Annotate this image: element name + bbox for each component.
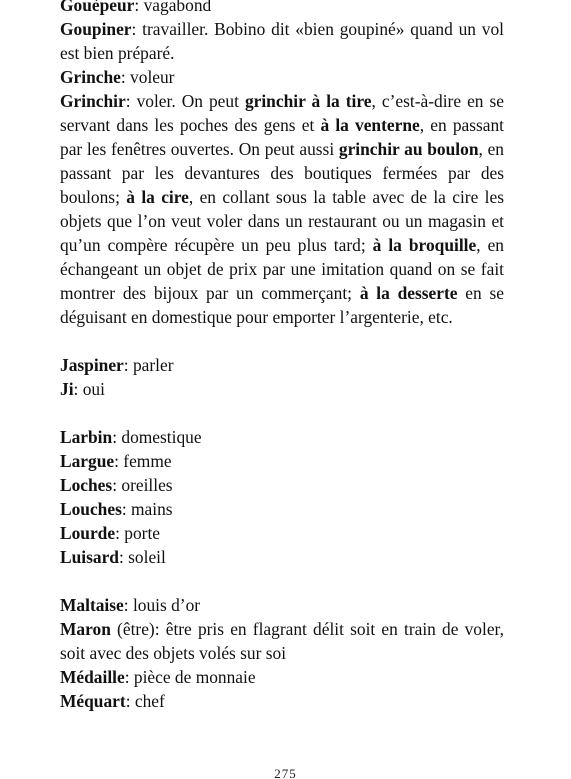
term-qualifier: (être) [110, 619, 155, 639]
term-separator: : [114, 451, 124, 471]
glossary-definition: femme [123, 451, 172, 471]
term-separator: : [118, 547, 129, 567]
glossary-term: Lourde [60, 523, 116, 543]
sub-term: grinchir à la tire [244, 91, 372, 111]
glossary-definition: mains [131, 499, 173, 519]
glossary-term: Goupiner [60, 19, 132, 39]
glossary-term: Maltaise [60, 595, 124, 615]
definition-text: en se déguisant en domestique pour emporter l’argenterie, etc. [60, 283, 504, 327]
definition-text: , c’est-à-dire en se servant dans les poches des gens et [60, 91, 504, 135]
glossary-definition: porte [124, 523, 160, 543]
term-separator: : [121, 499, 132, 519]
definition-text: , en passant par les fenêtres ouvertes. On peut aussi [60, 115, 505, 159]
glossary-definition: voleur [130, 67, 175, 87]
glossary-text [60, 0, 504, 713]
glossary-definition: vagabond [143, 0, 212, 15]
sub-term: à la cire [126, 187, 189, 207]
glossary-entry [60, 497, 504, 521]
term-separator: : [131, 19, 143, 39]
glossary-entry [60, 617, 504, 665]
glossary-term: Grinchir [60, 91, 126, 111]
definition-text: , en échangeant un objet de prix par une imitation quand on se fait montrer des bijoux par un commerçant; [60, 235, 504, 303]
glossary-term: Jaspiner [60, 355, 124, 375]
definition-text: voler. On peut [136, 91, 245, 111]
term-separator: : [134, 0, 144, 15]
glossary-term: Loches [60, 475, 113, 495]
glossary-definition: pièce de monnaie [133, 667, 256, 687]
glossary-entry [60, 593, 504, 617]
section-gap [60, 401, 504, 425]
glossary-definition: soleil [128, 547, 166, 567]
definition-text: , en passant par les devantures des boutiques fermées par des boulons; [60, 139, 504, 207]
glossary-entry [60, 665, 504, 689]
glossary-term: Maron [60, 619, 111, 639]
glossary-entry [60, 65, 504, 89]
glossary-entry [60, 353, 504, 377]
glossary-entry [60, 89, 504, 329]
term-separator: : [112, 427, 122, 447]
glossary-entry [60, 425, 504, 449]
glossary-term: Ji [60, 379, 74, 399]
sub-term: à la broquille [372, 235, 477, 255]
sub-term: à la venterne [320, 115, 420, 135]
glossary-definition: chef [134, 691, 165, 711]
glossary-definition: domestique [121, 427, 202, 447]
glossary-term: Louches [60, 499, 122, 519]
glossary-entry [60, 521, 504, 545]
glossary-definition: louis d’or [132, 595, 201, 615]
term-separator: : [154, 619, 166, 639]
page-number: 275 [274, 766, 297, 779]
sub-term: grinchir au boulon [338, 139, 479, 159]
term-separator: : [125, 691, 135, 711]
glossary-entry [60, 377, 504, 401]
glossary-term: Méquart [60, 691, 126, 711]
term-separator: : [73, 379, 83, 399]
glossary-entry [60, 473, 504, 497]
term-separator: : [120, 67, 131, 87]
glossary-term: Médaille [60, 667, 125, 687]
section-gap [60, 329, 504, 353]
glossary-entry [60, 449, 504, 473]
term-separator: : [112, 475, 122, 495]
definition-text: , en collant sous la table avec de la cire les objets que l’on veut voler dans un restaurant ou un magasin et qu’un compère récupère un peu plus tard; [60, 187, 504, 255]
glossary-definition: oreilles [121, 475, 173, 495]
glossary-term: Largue [60, 451, 115, 471]
glossary-entry [60, 689, 504, 713]
glossary-entry [60, 17, 504, 65]
glossary-definition: parler [132, 355, 174, 375]
glossary-term: Larbin [60, 427, 113, 447]
term-separator: : [123, 595, 133, 615]
term-separator: : [115, 523, 125, 543]
term-separator: : [125, 91, 137, 111]
term-separator: : [124, 667, 134, 687]
glossary-entry [60, 545, 504, 569]
glossary-entry [60, 0, 504, 17]
glossary-definition: être pris en flagrant délit soit en train de voler, soit avec des objets volés sur soi [60, 619, 504, 663]
glossary-term: Luisard [60, 547, 119, 567]
term-separator: : [123, 355, 133, 375]
glossary-term: Gouèpeur [60, 0, 135, 15]
section-gap [60, 569, 504, 593]
glossary-term: Grinche [60, 67, 121, 87]
glossary-definition: travailler. Bobino dit «bien goupiné» quand un vol est bien préparé. [60, 19, 504, 63]
glossary-definition: oui [82, 379, 105, 399]
sub-term: à la desserte [359, 283, 458, 303]
